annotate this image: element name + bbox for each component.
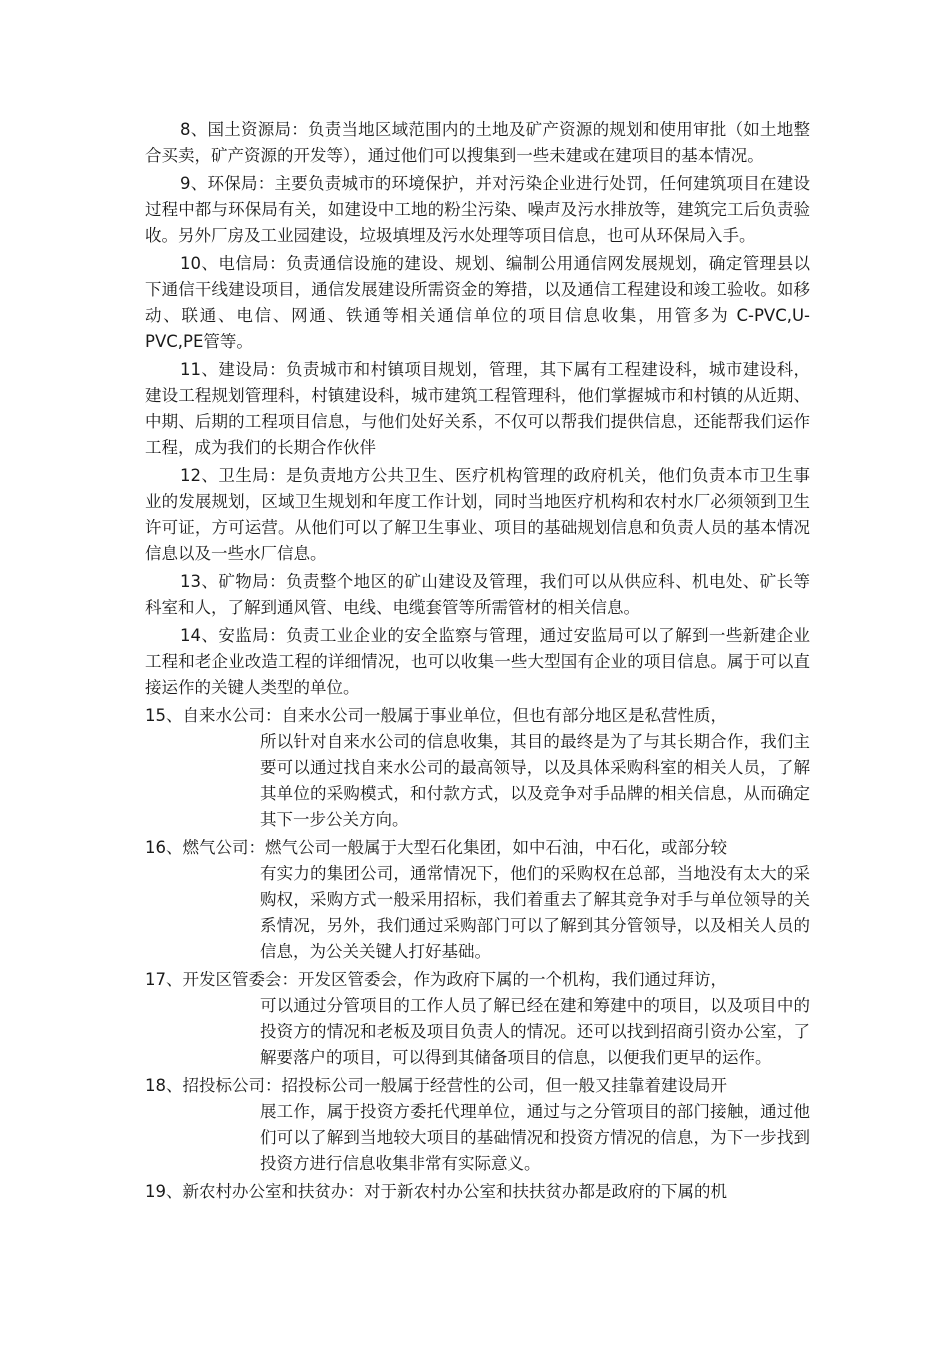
item-first-line: 自来水公司一般属于事业单位，但也有部分地区是私营性质， — [281, 706, 727, 725]
item-continuation: 有实力的集团公司，通常情况下，他们的采购权在总部，当地没有太大的采购权，采购方式一般采用招标，我们着重去了解其竞争对手与单位领导的关系情况，另外，我们通过采购部门可以了解到其分管领导，以及相关人员的信息，为公关关键人打好基础。 — [260, 864, 810, 961]
item-label: 16、燃气公司： — [145, 838, 265, 857]
item-continuation: 所以针对自来水公司的信息收集，其目的最终是为了与其长期合作，我们主要可以通过找自来水公司的最高领导，以及具体采购科室的相关人员，了解其单位的采购模式，和付款方式，以及竞争对手品牌的相关信息，从而确定其下一步公关方向。 — [260, 732, 810, 829]
item-text: 负责工业企业的安全监察与管理，通过安监局可以了解到一些新建企业工程和老企业改造工程的详细情况，也可以收集一些大型国有企业的项目信息。属于可以直接运作的关键人类型的单位。 — [145, 626, 811, 697]
item-first-line: 开发区管委会，作为政府下属的一个机构，我们通过拜访， — [298, 970, 727, 989]
hanging-item-16 — [145, 835, 810, 965]
item-title: 电信局： — [218, 254, 287, 273]
item-title: 矿物局： — [218, 572, 287, 591]
paragraph-item-14 — [145, 623, 810, 701]
item-text: 负责城市和村镇项目规划，管理，其下属有工程建设科，城市建设科，建设工程规划管理科，村镇建设科，城市建筑工程管理科，他们掌握城市和村镇的从近期、中期、后期的工程项目信息，与他们处好关系，不仅可以帮我们提供信息，还能帮我们运作工程，成为我们的长期合作伙伴 — [145, 360, 811, 457]
item-number: 10、 — [180, 254, 219, 273]
hanging-item-18 — [145, 1073, 810, 1177]
item-continuation: 可以通过分管项目的工作人员了解已经在建和筹建中的项目，以及项目中的投资方的情况和老板及项目负责人的情况。还可以找到招商引资办公室，了解要落户的项目，可以得到其储备项目的信息，以便我们更早的运作。 — [260, 996, 810, 1067]
item-title: 建设局： — [218, 360, 287, 379]
item-number: 13、 — [180, 572, 219, 591]
item-first-line: 对于新农村办公室和扶扶贫办都是政府的下属的机 — [364, 1182, 727, 1201]
hanging-item-19 — [145, 1179, 810, 1205]
item-number: 14、 — [180, 626, 219, 645]
paragraph-item-13 — [145, 569, 810, 621]
item-text: 负责整个地区的矿山建设及管理，我们可以从供应科、机电处、矿长等科室和人，了解到通风管、电线、电缆套管等所需管材的相关信息。 — [145, 572, 811, 617]
paragraph-item-9 — [145, 171, 810, 249]
item-text: 是负责地方公共卫生、医疗机构管理的政府机关，他们负责本市卫生事业的发展规划，区域卫生规划和年度工作计划，同时当地医疗机构和农村水厂必须领到卫生许可证，方可运营。从他们可以了解卫生事业、项目的基础规划信息和负责人员的基本情况信息以及一些水厂信息。 — [145, 466, 811, 563]
item-label: 15、自来水公司： — [145, 706, 282, 725]
paragraph-item-8 — [145, 117, 810, 169]
item-label: 19、新农村办公室和扶贫办： — [145, 1182, 364, 1201]
item-label: 18、招投标公司： — [145, 1076, 282, 1095]
hanging-item-15 — [145, 703, 810, 833]
paragraph-item-12 — [145, 463, 810, 567]
item-label: 17、开发区管委会： — [145, 970, 298, 989]
item-title: 环保局： — [207, 174, 275, 193]
item-text: 主要负责城市的环境保护，并对污染企业进行处罚，任何建筑项目在建设过程中都与环保局有关，如建设中工地的粉尘污染、噪声及污水排放等，建筑完工后负责验收。另外厂房及工业园建设，垃圾填埋及污水处理等项目信息，也可从环保局入手。 — [145, 174, 811, 245]
item-title: 卫生局： — [218, 466, 287, 485]
item-title: 安监局： — [218, 626, 287, 645]
item-first-line: 招投标公司一般属于经营性的公司，但一般又挂靠着建设局开 — [281, 1076, 727, 1095]
item-first-line: 燃气公司一般属于大型石化集团，如中石油，中石化，或部分较 — [265, 838, 727, 857]
item-number: 8、 — [180, 120, 208, 139]
item-number: 12、 — [180, 466, 219, 485]
item-text: 负责通信设施的建设、规划、编制公用通信网发展规划，确定管理县以下通信干线建设项目，通信发展建设所需资金的筹措，以及通信工程建设和竣工验收。如移动、联通、电信、网通、铁通等相关通信单位的项目信息收集，用管多为 C-PVC,U-PVC,PE管等。 — [145, 254, 811, 351]
item-title: 国土资源局： — [207, 120, 308, 139]
paragraph-item-10 — [145, 251, 810, 355]
item-text: 负责当地区域范围内的土地及矿产资源的规划和使用审批（如土地整合买卖，矿产资源的开发等），通过他们可以搜集到一些未建或在建项目的基本情况。 — [145, 120, 811, 165]
item-number: 9、 — [180, 174, 208, 193]
item-continuation: 展工作，属于投资方委托代理单位，通过与之分管项目的部门接触，通过他们可以了解到当地较大项目的基础情况和投资方情况的信息，为下一步找到投资方进行信息收集非常有实际意义。 — [260, 1102, 810, 1173]
document-body — [145, 117, 810, 1207]
item-number: 11、 — [180, 360, 219, 379]
hanging-item-17 — [145, 967, 810, 1071]
paragraph-item-11 — [145, 357, 810, 461]
